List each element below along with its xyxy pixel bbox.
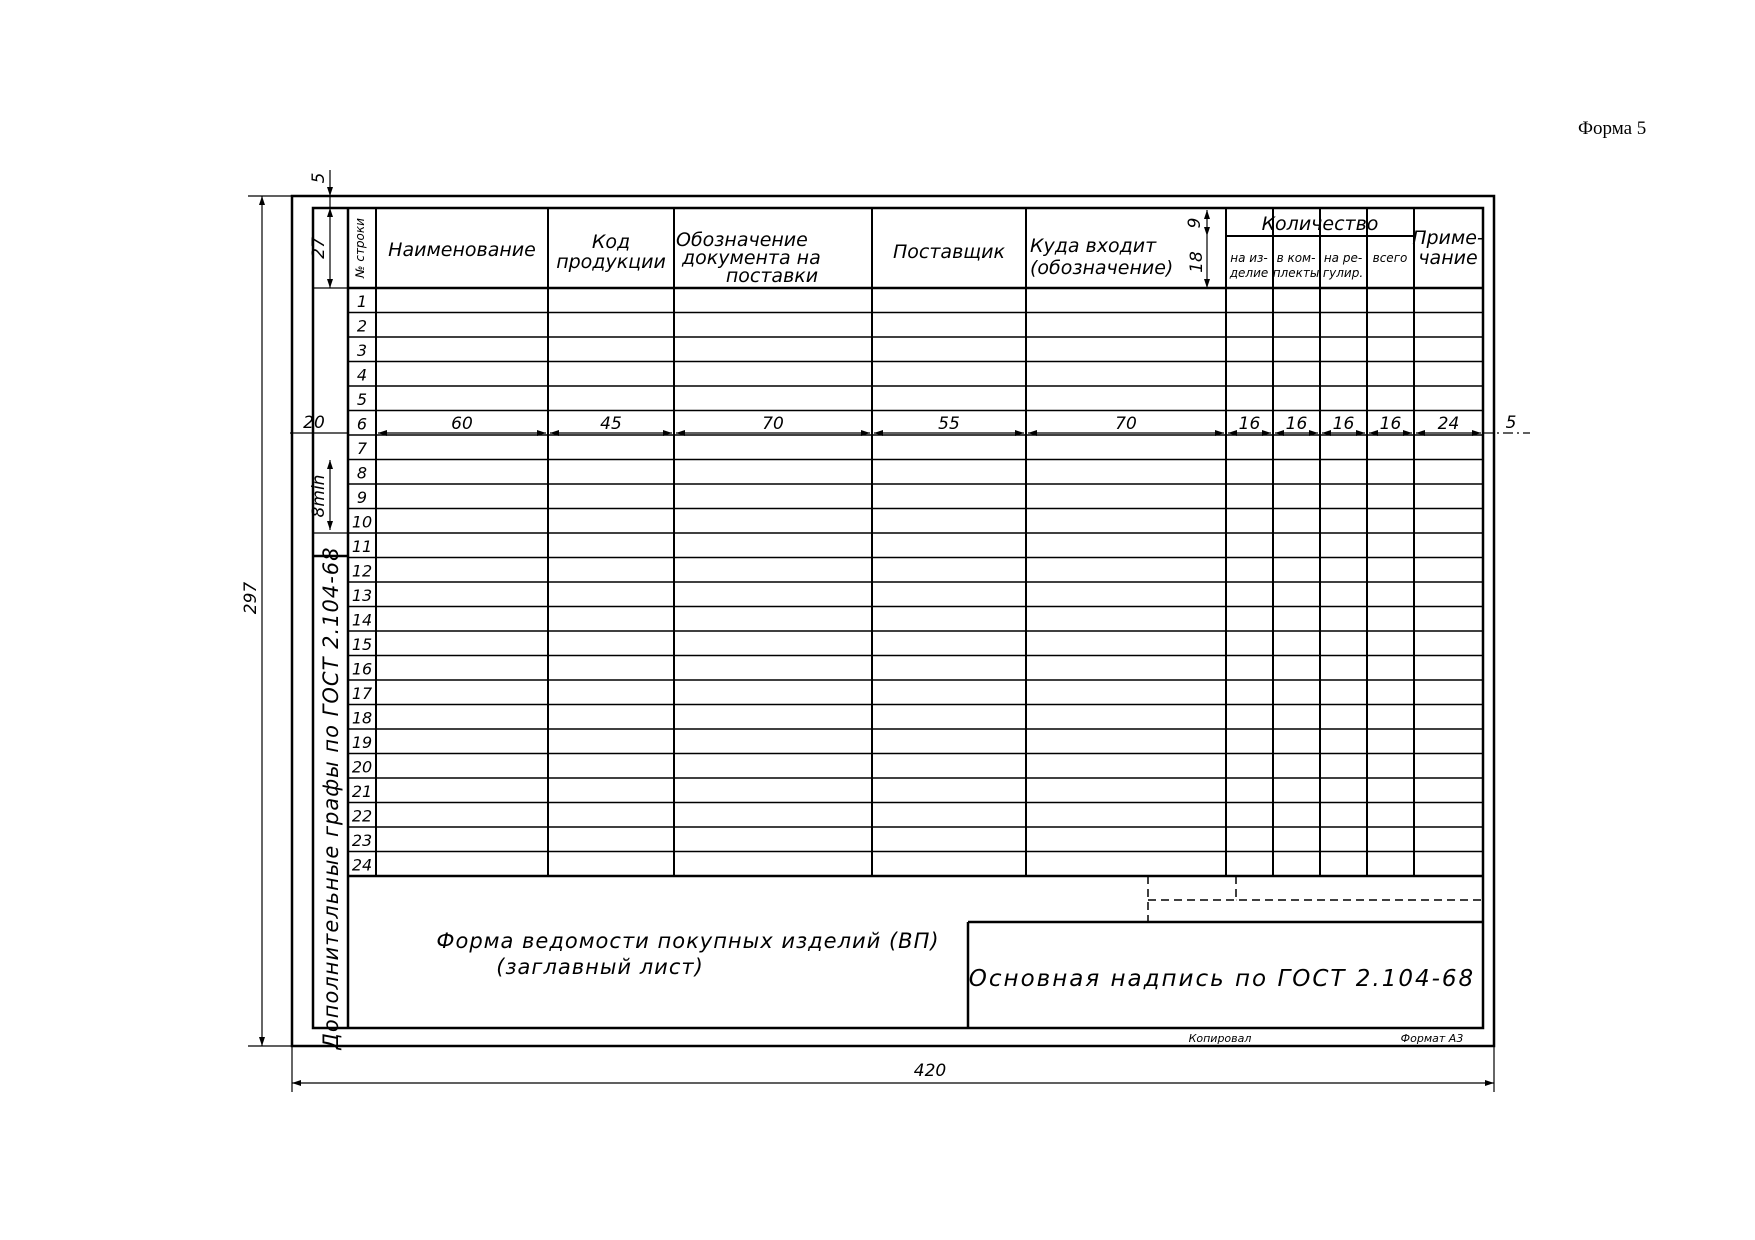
column-dimension-label: 16 <box>1238 414 1261 434</box>
row-number: 18 <box>351 708 373 728</box>
header-note-2: чание <box>1418 247 1478 269</box>
header-18-label: 18 <box>1187 251 1207 273</box>
row-number: 9 <box>356 488 368 507</box>
row-number: 23 <box>351 831 373 850</box>
dimension-arrow <box>1485 1080 1494 1086</box>
right-margin-label: 5 <box>1505 413 1517 433</box>
row-min-label: 8min <box>309 474 329 518</box>
column-dimension-label: 70 <box>1115 414 1137 434</box>
column-dimension-label: 16 <box>1379 414 1402 434</box>
row-number: 7 <box>356 439 368 458</box>
header-name: Наименование <box>388 239 536 261</box>
header-where-1: Куда входит <box>1030 235 1157 257</box>
row-number: 4 <box>356 365 368 385</box>
dimension-arrow <box>1204 279 1210 288</box>
dimension-arrow <box>327 521 333 530</box>
sheet-width-label: 420 <box>913 1061 947 1081</box>
form-title-line-2: (заглавный лист) <box>496 955 704 979</box>
left-margin-label: 20 <box>303 413 325 433</box>
column-dimension-label: 16 <box>1285 414 1308 434</box>
row-number: 12 <box>351 561 373 581</box>
header-qty-col: плекты <box>1272 266 1320 280</box>
top-margin-label: 5 <box>309 172 329 184</box>
row-number: 15 <box>351 635 373 654</box>
header-quantity: Количество <box>1261 213 1379 235</box>
sheet-border <box>292 196 1494 1046</box>
header-where-2: (обозначение) <box>1030 257 1174 279</box>
row-number: 22 <box>351 806 373 826</box>
row-number: 1 <box>356 292 368 311</box>
row-number: 2 <box>356 316 368 336</box>
row-number: 6 <box>356 414 368 434</box>
row-number: 10 <box>351 512 373 532</box>
sub-header-label: 9 <box>1185 217 1205 229</box>
form-frame <box>313 208 1483 1028</box>
header-qty-col: гулир. <box>1322 266 1364 280</box>
row-number: 20 <box>351 757 373 777</box>
dimension-arrow <box>259 196 265 205</box>
row-number: 19 <box>351 733 373 752</box>
header-doc-3: поставки <box>725 265 819 287</box>
row-number: 3 <box>356 341 368 360</box>
footer-copied: Копировал <box>1188 1032 1252 1045</box>
header-doc-1: Обозначение <box>676 229 808 251</box>
dimension-arrow <box>259 1037 265 1046</box>
header-row-no: № строки <box>353 218 367 278</box>
header-qty-col: в ком- <box>1276 251 1316 265</box>
footer-format: Формат А3 <box>1400 1032 1464 1045</box>
header-qty-col: всего <box>1372 251 1408 265</box>
row-number: 21 <box>351 782 373 801</box>
column-dimension-label: 16 <box>1332 414 1355 434</box>
header-code-1: Код <box>591 231 631 253</box>
dimension-arrow <box>327 208 333 217</box>
header-supplier: Поставщик <box>893 241 1005 263</box>
dimension-arrow <box>327 460 333 469</box>
row-number: 16 <box>351 659 373 679</box>
dimension-arrow <box>327 187 333 196</box>
column-dimension-label: 45 <box>600 414 622 434</box>
column-dimension-label: 55 <box>938 414 960 434</box>
side-column-text: Дополнительные графы по ГОСТ 2.104-68 <box>319 546 343 1050</box>
table-grid <box>292 196 1494 1046</box>
dimension-arrow <box>327 279 333 288</box>
form-label: Форма 5 <box>1578 118 1647 139</box>
header-doc-2: документа на <box>682 247 821 269</box>
row-number: 14 <box>351 610 373 630</box>
header-qty-col: на из- <box>1230 251 1268 265</box>
row-number: 17 <box>351 684 373 703</box>
column-dimension-label: 60 <box>451 414 473 434</box>
column-dimension-label: 24 <box>1437 414 1460 434</box>
form-labels <box>241 173 1516 1081</box>
header-qty-col: делие <box>1229 266 1269 280</box>
row-number: 13 <box>351 586 373 605</box>
form-title-line-1: Форма ведомости покупных изделий (ВП) <box>436 929 940 953</box>
dimension-arrow <box>292 1080 301 1086</box>
header-height-label: 27 <box>309 237 329 259</box>
header-code-2: продукции <box>556 251 666 273</box>
row-number: 24 <box>351 855 373 875</box>
row-number: 5 <box>356 390 368 409</box>
stamp-text: Основная надпись по ГОСТ 2.104-68 <box>968 966 1476 992</box>
header-qty-col: на ре- <box>1323 251 1363 265</box>
header-note-1: Приме- <box>1412 227 1484 249</box>
row-number: 11 <box>351 537 373 556</box>
row-number: 8 <box>356 463 368 483</box>
sheet-height-label: 297 <box>241 581 261 615</box>
column-dimension-label: 70 <box>762 414 784 434</box>
